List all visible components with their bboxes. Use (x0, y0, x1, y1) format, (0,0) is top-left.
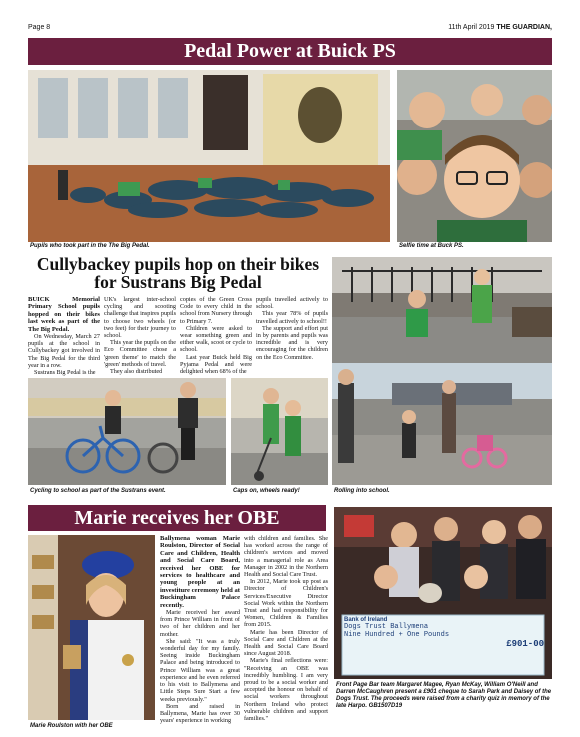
cheque-payee: Dogs Trust Ballymena (344, 623, 429, 631)
article-col-1 (28, 296, 100, 376)
article-paragraph: Sustrans Big Pedal is the (34, 369, 96, 377)
photo-selfie (397, 70, 552, 242)
cheque-text (344, 617, 544, 649)
article-col-2 (104, 296, 176, 375)
article-col-3 (180, 296, 252, 375)
cheque-bank: Bank of Ireland (344, 617, 388, 623)
masthead: THE GUARDIAN, (496, 24, 552, 31)
article-paragraph: pupils travelled actively to school. (256, 296, 328, 311)
obe-lead: Ballymena woman Marie Roulston, Director of Social Care and Children, Health and Social Care Board, received her OBE for services to healthcare and young people at an investiture ceremony held at Buckingham Palace recently. (160, 535, 240, 609)
caption-caps: Caps on, wheels ready! (233, 488, 300, 494)
obe-paragraph: In 2012, Marie took up post as Director of Children's Services/Executive Director Social Work within the Northern Trust and had responsibility for Women, Children & Families from 2015. (244, 578, 328, 629)
cheque-amount-words: Nine Hundred + One Pounds (344, 631, 450, 639)
caption-selfie: Selfie time at Buck PS. (399, 243, 464, 249)
photo-charity-cheque (334, 507, 552, 679)
photo-caps-on (231, 378, 328, 485)
photo-cycling-to-school (28, 378, 226, 485)
headline-cullybackey: Cullybackey pupils hop on their bikes for Sustrans Big Pedal (36, 254, 320, 292)
article-paragraph: Last year Buick held Big Pyjama Pedal and were delighted when 68% of the (180, 353, 252, 376)
date-text: 11th April 2019 (448, 24, 495, 31)
photo-rolling-in (332, 363, 552, 485)
article-lead: BUICK Memorial Primary School pupils hopped on their bikes last week as part of the The Big Pedal. (28, 296, 100, 333)
page-number: Page 8 (28, 24, 51, 31)
obe-paragraph: Marie has been Director of Social Care and Children at the Health and Social Care Board since August 2018. (244, 628, 328, 658)
obe-paragraph: Born and raised in Ballymena, Marie has over 30 years' experience in working (160, 702, 240, 725)
section-banner-pedal: Pedal Power at Buick PS (28, 38, 552, 65)
caption-charity: Front Page Bar team Margaret Magee, Ryan McKay, William O'Neill and Darren McCaughren present a £901 cheque to Sarah Park and Daisey of the Dogs Trust. The proceeds were raised from a charity quiz in memory of the late Harpo. GB1507D19 (336, 682, 552, 709)
obe-col-2 (244, 535, 328, 722)
article-paragraph: This year the pupils on the Eco Committee chose a 'green theme' to match the 'green' methods of travel. (104, 339, 176, 368)
article-paragraph: copies of the Green Cross Code to every child in the school from Nursery through to Primary 7. (180, 296, 253, 325)
article-paragraph: They also distributed (110, 368, 163, 376)
obe-paragraph: She said: "It was a truly wonderful day for my family. Seeing inside Buckingham Palace and being introduced to Prince William was a great experience and he even referred to his visit to Ballymena and Little Steps Sure Start a few weeks previously." (160, 637, 240, 703)
obe-paragraph: Marie's final reflections were: "Receiving an OBE was incredibly humbling. I am very proud to be a social worker and accepted the honour on behalf of social workers throughout Northern Ireland who protect vulnerable children and support families." (244, 657, 328, 723)
obe-paragraph: Marie received her award from Prince William in front of two of her children and her mother. (160, 609, 240, 638)
article-paragraph: On Wednesday, March 27 pupils at the school in Cullybackey got involved in The Big Pedal for the third year in a row. (28, 333, 100, 369)
obe-paragraph: with children and families. She has worked across the range of children's services and moved into a managerial role as Area Manager in 2002 in the Northern Health and Social Care Trust. (244, 535, 328, 579)
article-paragraph: Children were asked to wear something green and either walk, scoot or cycle to school. (180, 324, 252, 354)
section-banner-obe: Marie receives her OBE (28, 505, 326, 531)
caption-cycling: Cycling to school as part of the Sustrans event. (30, 488, 166, 494)
caption-marie: Marie Roulston with her OBE (30, 723, 113, 729)
cheque-amount: £901-00 (506, 639, 544, 649)
photo-scooter-yard (332, 257, 552, 363)
caption-rolling: Rolling into school. (334, 488, 390, 494)
article-paragraph: The support and effort put in by parents and pupils was incredible and is very encouraging for the children on the Eco Committee. (256, 324, 328, 361)
obe-col-1 (160, 535, 240, 724)
photo-school-hall (28, 70, 390, 242)
caption-hall: Pupils who took part in the The Big Pedal. (30, 243, 150, 249)
page-date (448, 24, 552, 31)
article-paragraph: This year 78% of pupils travelled actively to school!! (256, 310, 328, 325)
article-paragraph: UK's largest inter-school cycling and scooting challenge that inspires pupils to choose two wheels (or two feet) for their journey to school. (104, 296, 176, 340)
article-col-4 (256, 296, 328, 361)
photo-marie-obe (28, 535, 155, 720)
